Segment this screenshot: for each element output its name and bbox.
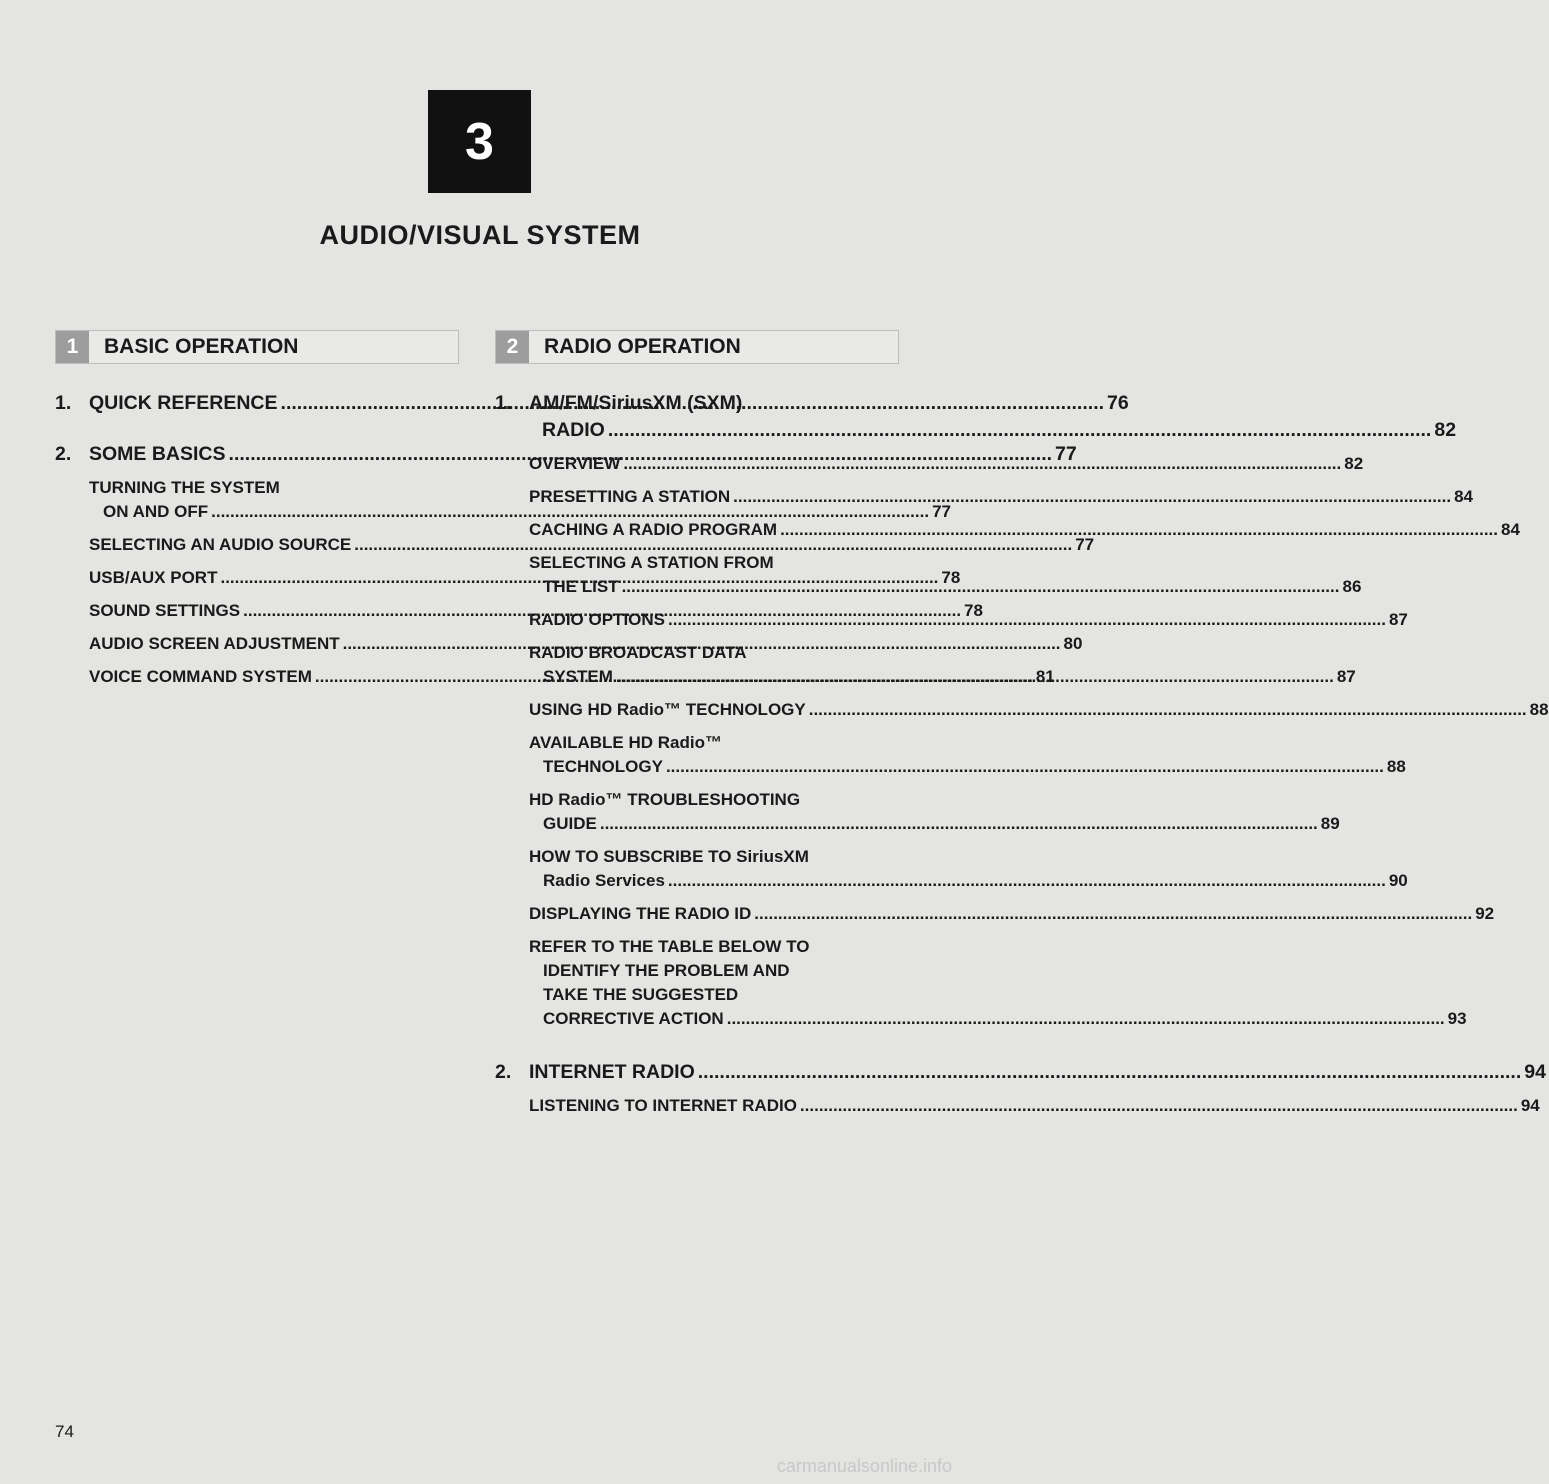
- toc-subentry-text: HD Radio™ TROUBLESHOOTING: [529, 790, 801, 809]
- toc-entry-title-text: QUICK REFERENCE: [89, 392, 278, 414]
- toc-subentry[interactable]: [529, 698, 1549, 722]
- toc-subentry-page: 87: [1388, 610, 1408, 629]
- toc-subentry[interactable]: [529, 845, 1408, 893]
- toc-subentry-text: GUIDE: [543, 814, 597, 833]
- toc-subentry-text: RADIO BROADCAST DATA: [529, 643, 747, 662]
- toc-subentry[interactable]: [89, 665, 1055, 689]
- dot-leader: [668, 869, 1386, 893]
- toc-subentry-text: DISPLAYING THE RADIO ID: [529, 904, 752, 923]
- toc-subentry-text: AUDIO SCREEN ADJUSTMENT: [89, 634, 340, 653]
- toc-subentry-page: 90: [1388, 871, 1408, 890]
- toc-subentry-line: [543, 959, 899, 983]
- toc-subentry[interactable]: [529, 935, 1467, 1031]
- toc-subentry-text: SELECTING A STATION FROM: [529, 553, 774, 572]
- dot-leader: [809, 698, 1527, 722]
- toc-subentry-page: 94: [1520, 1096, 1540, 1115]
- toc-subentry-line: [89, 476, 459, 500]
- dot-leader: [800, 1094, 1518, 1118]
- toc-subentry-text: THE LIST: [543, 577, 619, 596]
- toc-subentry-page: 80: [1063, 634, 1083, 653]
- section-header: [495, 330, 899, 364]
- toc-entry-title-text: AM/FM/SiriusXM (SXM): [529, 392, 743, 414]
- toc-subentry-text: TECHNOLOGY: [543, 757, 663, 776]
- dot-leader: [622, 575, 1340, 599]
- toc-subentry-text: TAKE THE SUGGESTED: [543, 985, 739, 1004]
- page-number: 74: [55, 1422, 74, 1441]
- toc-subentry-page: 77: [932, 502, 951, 521]
- toc-subentry-text: SYSTEM: [543, 667, 613, 686]
- dot-leader: [754, 902, 1472, 926]
- toc-subentry-line: [543, 1007, 1467, 1031]
- toc-entry-title: [529, 392, 899, 415]
- section-title: RADIO OPERATION: [544, 335, 741, 358]
- toc-entry-page: 94: [1524, 1061, 1546, 1083]
- dot-leader: [727, 1007, 1445, 1031]
- dot-leader: [608, 419, 1432, 442]
- toc-subentry-text: SOUND SETTINGS: [89, 601, 241, 620]
- toc-subentry-line: [529, 1094, 1540, 1118]
- toc-subentry-text: CORRECTIVE ACTION: [543, 1009, 724, 1028]
- toc-subentries: [529, 1094, 1540, 1118]
- toc-subentry-line: [543, 983, 899, 1007]
- toc-subentry-line: [529, 641, 899, 665]
- dot-leader: [668, 608, 1386, 632]
- chapter-number-box: [428, 90, 531, 193]
- toc-subentry-page: 92: [1475, 904, 1495, 923]
- toc-entry[interactable]: [495, 1061, 1546, 1118]
- toc-subentry-text: SELECTING AN AUDIO SOURCE: [89, 535, 352, 554]
- toc-subentry-page: 89: [1320, 814, 1340, 833]
- toc-entry-title-text: INTERNET RADIO: [529, 1061, 695, 1083]
- toc-subentry-line: [543, 869, 1408, 893]
- toc-subentry-text: AVAILABLE HD Radio™: [529, 733, 722, 752]
- toc-subentry-line: [529, 518, 1520, 542]
- toc-subentry-text: LISTENING TO INTERNET RADIO: [529, 1096, 797, 1115]
- toc-subentry-page: 78: [941, 568, 961, 587]
- toc-subentry-text: OVERVIEW: [529, 454, 621, 473]
- toc-subentry-text: USB/AUX PORT: [89, 568, 218, 587]
- toc-subentry-line: [529, 485, 1474, 509]
- toc-subentry[interactable]: [529, 788, 1340, 836]
- toc-subentry-text: PRESETTING A STATION: [529, 487, 731, 506]
- toc-subentry[interactable]: [89, 533, 1095, 557]
- toc-subentry-line: [529, 902, 1495, 926]
- toc-subentry[interactable]: [529, 485, 1474, 509]
- toc-subentry-page: 86: [1342, 577, 1362, 596]
- section-title: BASIC OPERATION: [104, 335, 299, 358]
- toc-subentry-page: 88: [1529, 700, 1549, 719]
- toc-subentry-text: IDENTIFY THE PROBLEM AND: [543, 961, 790, 980]
- toc-subentry-line: [543, 755, 1406, 779]
- toc-subentry-page: 77: [1075, 535, 1095, 554]
- dot-leader: [666, 755, 1384, 779]
- dot-leader: [600, 812, 1318, 836]
- dot-leader: [698, 1061, 1522, 1084]
- dot-leader: [780, 518, 1498, 542]
- toc-subentry[interactable]: [529, 731, 1406, 779]
- toc-subentry-line: [529, 935, 899, 959]
- toc-entry-title: [529, 1061, 1546, 1084]
- toc-subentry[interactable]: [529, 1094, 1540, 1118]
- chapter-number: 3: [465, 112, 494, 171]
- toc-subentry-line: [103, 500, 951, 524]
- toc-subentry-text: HOW TO SUBSCRIBE TO SiriusXM: [529, 847, 809, 866]
- section-number: 1: [56, 331, 89, 363]
- toc-subentry-page: 88: [1386, 757, 1406, 776]
- toc-entry-number: 1.: [55, 392, 72, 414]
- dot-leader: [616, 665, 1334, 689]
- toc-entry-row: [495, 1061, 1546, 1084]
- toc-subentry-page: 87: [1336, 667, 1356, 686]
- chapter-title: AUDIO/VISUAL SYSTEM: [319, 220, 641, 250]
- dot-leader: [623, 452, 1341, 476]
- toc-subentry-text: USING HD Radio™ TECHNOLOGY: [529, 700, 806, 719]
- toc-entry-title-line: [542, 419, 1457, 442]
- watermark: carmanualsonline.info: [776, 1456, 952, 1476]
- toc-subentry-page: 84: [1501, 520, 1520, 539]
- toc-subentry-text: REFER TO THE TABLE BELOW TO: [529, 937, 810, 956]
- toc-subentry-text: RADIO OPTIONS: [529, 610, 666, 629]
- toc-subentry-line: [529, 551, 899, 575]
- toc-entry-row: [495, 392, 899, 415]
- section-header: [55, 330, 459, 364]
- toc-entry-page: 77: [1055, 443, 1077, 465]
- toc-subentry-page: 84: [1454, 487, 1474, 506]
- toc-entry-title-text: SOME BASICS: [89, 443, 226, 465]
- toc-subentry-page: 78: [964, 601, 983, 620]
- toc-subentry-line: [89, 665, 1055, 689]
- toc-subentry-text: CACHING A RADIO PROGRAM: [529, 520, 778, 539]
- toc-entry-page: 76: [1107, 392, 1129, 414]
- toc-subentry-line: [89, 533, 1095, 557]
- toc-subentry-line: [529, 845, 899, 869]
- toc-subentry-line: [529, 788, 899, 812]
- toc-subentry[interactable]: [529, 518, 1520, 542]
- toc-entry-page: 82: [1434, 419, 1457, 441]
- toc-subentry-line: [529, 731, 899, 755]
- toc-subentry-text: TURNING THE SYSTEM: [89, 478, 280, 497]
- toc-entry-number: 1.: [495, 392, 512, 414]
- toc-subentry-line: [529, 698, 1549, 722]
- toc-subentry-page: 81: [1035, 667, 1055, 686]
- toc-subentry-text: ON AND OFF: [103, 502, 209, 521]
- toc-subentry-line: [543, 812, 1340, 836]
- toc-subentry-page: 93: [1447, 1009, 1467, 1028]
- toc-subentry-text: VOICE COMMAND SYSTEM: [89, 667, 312, 686]
- toc-subentry-page: 82: [1344, 454, 1364, 473]
- toc-subentry[interactable]: [529, 902, 1495, 926]
- toc-entry-number: 2.: [495, 1061, 512, 1083]
- section-number: 2: [496, 331, 529, 363]
- dot-leader: [733, 485, 1451, 509]
- toc-entry-number: 2.: [55, 443, 72, 465]
- toc-subentry-text: Radio Services: [543, 871, 665, 890]
- toc-entry-title-text: RADIO: [542, 419, 605, 441]
